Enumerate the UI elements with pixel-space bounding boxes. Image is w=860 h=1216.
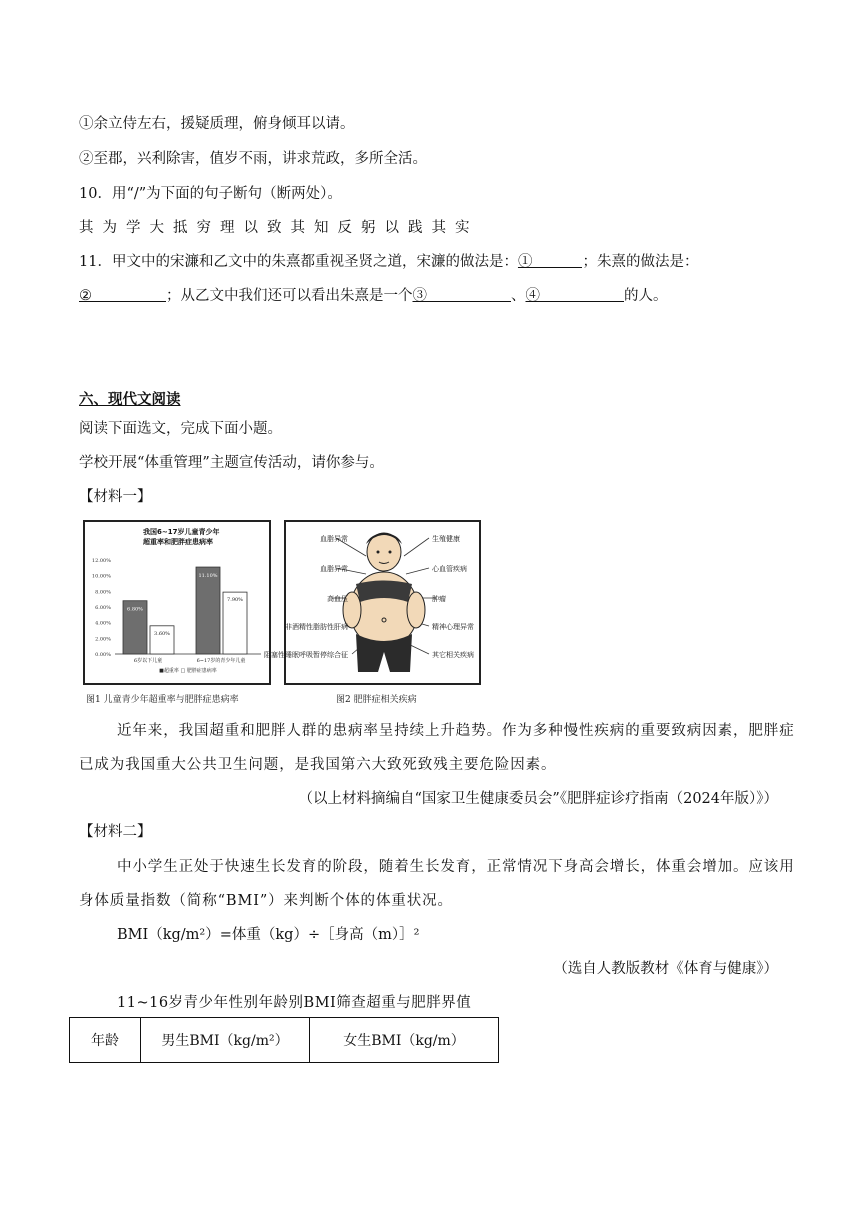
question-11-stem: 11．甲文中的宋濂和乙文中的朱熹都重视圣贤之道，宋濂的做法是：	[79, 254, 518, 270]
sentence-1: ①余立侍左右，援疑质理，俯身倾耳以请。	[79, 116, 355, 132]
material-1-para-line1: 近年来，我国超重和肥胖人群的患病率呈持续上升趋势。作为多种慢性疾病的重要致病因素，肥胖症	[117, 723, 795, 739]
marker-1: ①	[517, 254, 533, 270]
figure-1-caption: 图1 儿童青少年超重率与肥胖症患病率	[86, 695, 239, 705]
category-label: 6岁以下儿童	[133, 658, 163, 664]
bmi-formula: BMI（kg/m²）=体重（kg）÷［身高（m）］²	[117, 927, 420, 943]
question-11-end: 的人。	[624, 288, 668, 304]
section-intro: 阅读下面选文，完成下面小题。	[79, 421, 282, 437]
y-tick-label: 8.00%	[95, 589, 111, 596]
answer-blank-1[interactable]	[532, 253, 582, 268]
bar-data-label: 6.80%	[127, 606, 143, 613]
disease-label: 血脂异常	[320, 565, 348, 573]
figure-2-diagram	[264, 520, 481, 685]
disease-label: 肿瘤	[432, 595, 446, 603]
y-tick-label: 2.00%	[95, 636, 111, 643]
bar-data-label: 11.10%	[198, 573, 218, 580]
question-10-text: 其为学大抵穷理以致其知反躬以践其实	[79, 220, 479, 236]
bmi-table	[69, 1017, 499, 1063]
chart-legend: ■超重率 □ 肥胖症患病率	[159, 668, 217, 674]
question-10: 10．用“/”为下面的句子断句（断两处）。	[79, 186, 342, 202]
marker-3: ③	[412, 288, 427, 304]
table-header-row	[70, 1018, 499, 1063]
disease-label: 精神心理异常	[432, 623, 474, 631]
table-title: 11~16岁青少年性别年龄别BMI筛查超重与肥胖界值	[117, 995, 472, 1011]
figure-2-caption: 图2 肥胖症相关疾病	[336, 695, 417, 705]
disease-label: 阻塞性睡眠呼吸暂停综合征	[264, 651, 348, 659]
category-label: 6~17岁的青少年儿童	[196, 658, 246, 664]
disease-label: 高血压	[327, 595, 348, 603]
chart-title-2: 超重率和肥胖症患病率	[143, 538, 213, 546]
material-2-para-line1: 中小学生正处于快速生长发育的阶段，随着生长发育，正常情况下身高会增长，体重会增加。应该用	[117, 859, 795, 875]
section-title: 六、现代文阅读	[79, 391, 181, 408]
material-2-para-line2: 身体质量指数（简称“BMI”）来判断个体的体重状况。	[79, 893, 453, 909]
bar-overweight	[196, 567, 220, 654]
figure-1-chart	[83, 520, 271, 685]
material-2-label: 【材料二】	[79, 824, 152, 840]
bar-chart-svg	[85, 522, 269, 683]
header-boys-bmi: 男生BMI（kg/m²）	[141, 1018, 310, 1063]
disease-label: 血脂异常	[320, 535, 348, 543]
disease-label: 非酒精性脂肪性肝病	[285, 623, 348, 631]
material-1-label: 【材料一】	[79, 489, 152, 505]
disease-label: 其它相关疾病	[432, 651, 474, 659]
section-theme: 学校开展“体重管理”主题宣传活动，请你参与。	[79, 455, 384, 471]
bar-data-label: 7.90%	[227, 597, 243, 604]
sentence-2: ②至郡，兴利除害，值岁不雨，讲求荒政，多所全活。	[79, 151, 427, 167]
header-age: 年龄	[70, 1018, 141, 1063]
question-11-line2	[79, 284, 668, 305]
marker-4: ④	[525, 288, 540, 304]
material-1-para-line2: 已成为我国重大公共卫生问题，是我国第六大致死致残主要危险因素。	[79, 757, 557, 773]
marker-2: ②	[79, 288, 92, 304]
y-tick-label: 0.00%	[95, 652, 111, 658]
answer-blank-4[interactable]	[540, 287, 624, 302]
material-2-source: （选自人教版教材《体育与健康》）	[553, 961, 778, 977]
disease-label: 生殖健康	[432, 535, 460, 543]
y-tick-label: 12.00%	[91, 558, 111, 564]
y-tick-label: 10.00%	[91, 573, 111, 580]
y-tick-label: 4.00%	[95, 620, 111, 627]
question-11-tail: ；从乙文中我们还可以看出朱熹是一个	[166, 288, 413, 304]
header-girls-bmi: 女生BMI（kg/m）	[310, 1018, 499, 1063]
separator: 、	[511, 288, 526, 304]
question-11-line1	[79, 250, 698, 271]
answer-blank-3[interactable]	[427, 287, 511, 302]
answer-blank-2[interactable]	[92, 287, 166, 302]
chart-title-1: 我国6~17岁儿童青少年	[143, 528, 220, 536]
question-11-mid: ；朱熹的做法是：	[582, 254, 699, 270]
bar-data-label: 3.60%	[154, 630, 170, 637]
disease-label: 心血管疾病	[432, 565, 467, 573]
material-1-source: （以上材料摘编自“国家卫生健康委员会”《肥胖症诊疗指南（2024年版）》）	[298, 791, 778, 807]
y-tick-label: 6.00%	[95, 605, 111, 611]
